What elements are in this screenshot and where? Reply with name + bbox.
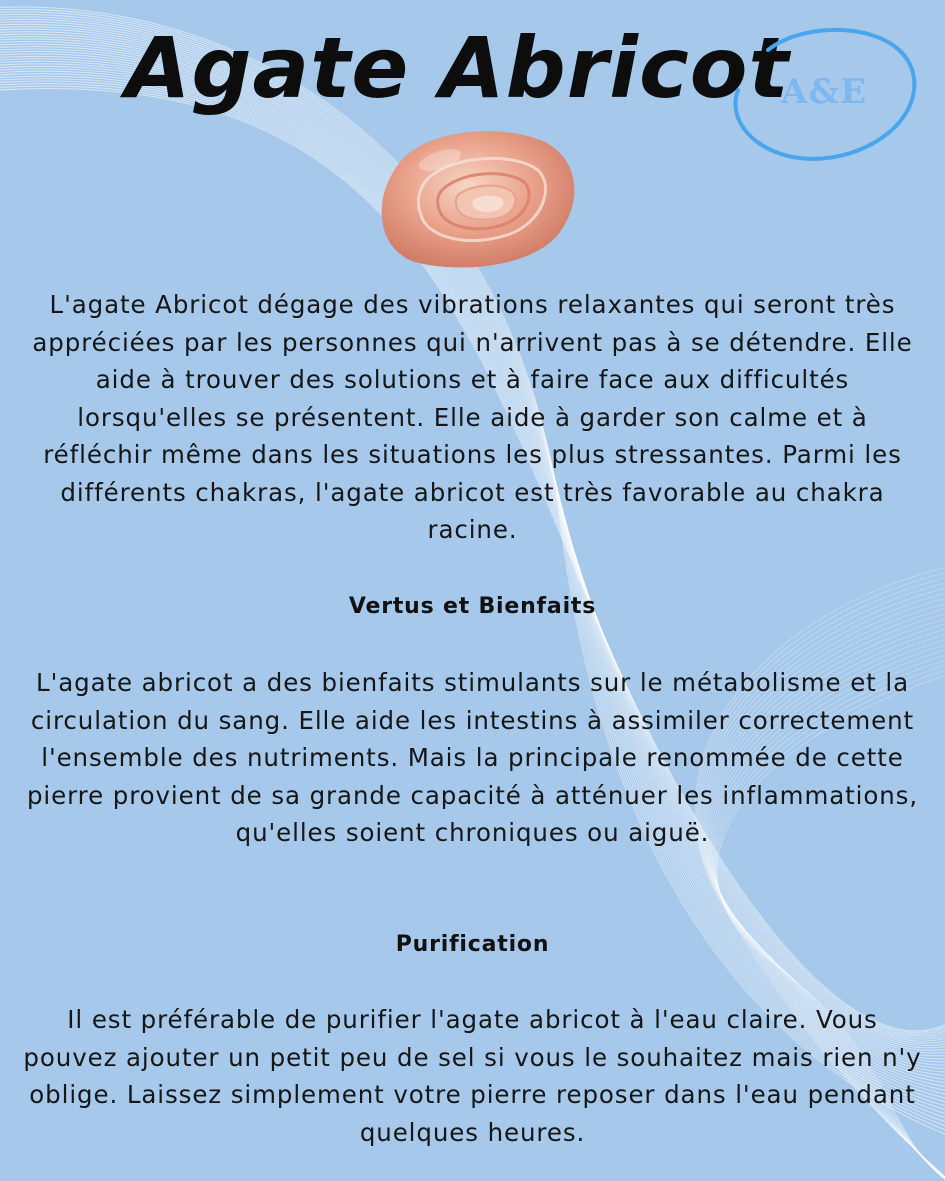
- purification-paragraph: Il est préférable de purifier l'agate abricot à l'eau claire. Vous pouvez ajouter un petit peu de sel si vous le souhaitez mais rien n'y oblige. Laissez simplement votre pierre reposer dans l'eau pendant quelques heures.: [23, 1005, 922, 1147]
- logo-text: A&E: [781, 72, 867, 112]
- page-title: Agate Abricot: [125, 19, 790, 117]
- brand-logo: [728, 20, 920, 168]
- intro-paragraph: L'agate Abricot dégage des vibrations relaxantes qui seront très appréciées par les personnes qui n'arrivent pas à se détendre. Elle aide à trouver des solutions et à faire face aux difficultés lorsqu'elles se présentent. Elle aide à garder son calme et à réfléchir même dans les situations les plus stressantes. Parmi les différents chakras, l'agate abricot est très favorable au chakra racine.: [32, 290, 913, 544]
- section-heading-purification: Purification: [395, 932, 550, 957]
- agate-stone-image: [370, 122, 582, 274]
- vertus-paragraph: L'agate abricot a des bienfaits stimulants sur le métabolisme et la circulation du sang. Elle aide les intestins à assimiler correctement l'ensemble des nutriments. Mais la principale renommée de cette pierre provient de sa grande capacité à atténuer les inflammations, qu'elles soient chroniques ou aiguë.: [26, 668, 919, 847]
- section-heading-vertus: Vertus et Bienfaits: [348, 594, 597, 619]
